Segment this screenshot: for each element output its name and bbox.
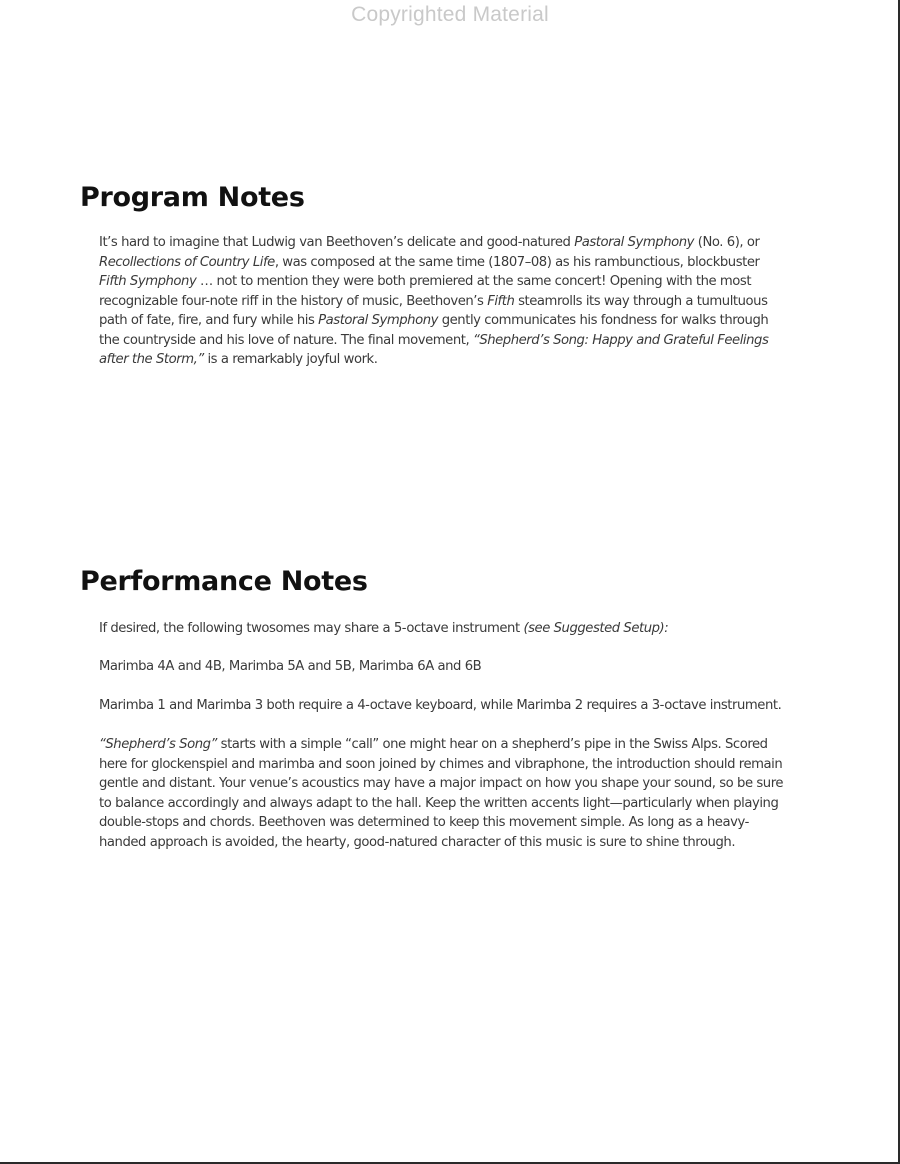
program-notes-paragraph (99, 233, 845, 370)
shepherds-song-line: to balance accordingly and always adapt to the hall. Keep the written accents light—particularly when playing (99, 795, 779, 811)
marimba-pairs-paragraph (99, 657, 845, 677)
program-line: the countryside and his love of nature. The final movement, “Shepherd’s Song: Happy and Grateful Feelings (99, 332, 769, 348)
performance-notes-heading: Performance Notes (80, 566, 368, 597)
shepherds-song-line: here for glockenspiel and marimba and soon joined by chimes and vibraphone, the introduction should remain (99, 756, 783, 772)
program-line: recognizable four-note riff in the history of music, Beethoven’s Fifth steamrolls its way through a tumultuous (99, 293, 768, 309)
setup-note-paragraph (99, 619, 845, 639)
shepherds-song-line: double-stops and chords. Beethoven was determined to keep this movement simple. As long as a heavy- (99, 815, 749, 830)
program-line: Fifth Symphony … not to mention they were both premiered at the same concert! Opening with the most (99, 274, 752, 289)
program-line: path of fate, fire, and fury while his Pastoral Symphony gently communicates his fondness for walks through (99, 313, 769, 328)
shepherds-song-line: handed approach is avoided, the hearty, good-natured character of this music is sure to shine through. (99, 834, 736, 850)
program-notes-heading: Program Notes (80, 182, 305, 213)
shepherds-song-paragraph (99, 735, 845, 852)
marimba-pairs-line: Marimba 4A and 4B, Marimba 5A and 5B, Marimba 6A and 6B (99, 659, 482, 674)
setup-note-line: If desired, the following twosomes may share a 5-octave instrument (see Suggested Setup): (99, 621, 669, 636)
shepherds-song-line: gentle and distant. Your venue’s acoustics may have a major impact on how you shape your sound, so be sure (99, 776, 784, 791)
copyright-watermark: Copyrighted Material (351, 3, 549, 26)
keyboard-requirements-line: Marimba 1 and Marimba 3 both require a 4-octave keyboard, while Marimba 2 requires a 3-octave instrument. (99, 698, 782, 713)
program-line: Recollections of Country Life, was composed at the same time (1807–08) as his rambunctious, blockbuster (99, 254, 760, 270)
program-line: after the Storm,” is a remarkably joyful work. (99, 352, 378, 367)
shepherds-song-line: “Shepherd’s Song” starts with a simple “call” one might hear on a shepherd’s pipe in the Swiss Alps. Scored (99, 737, 768, 752)
keyboard-requirements-paragraph (99, 696, 845, 716)
program-line: It’s hard to imagine that Ludwig van Beethoven’s delicate and good-natured Pastoral Symphony (No. 6), or (99, 235, 760, 250)
